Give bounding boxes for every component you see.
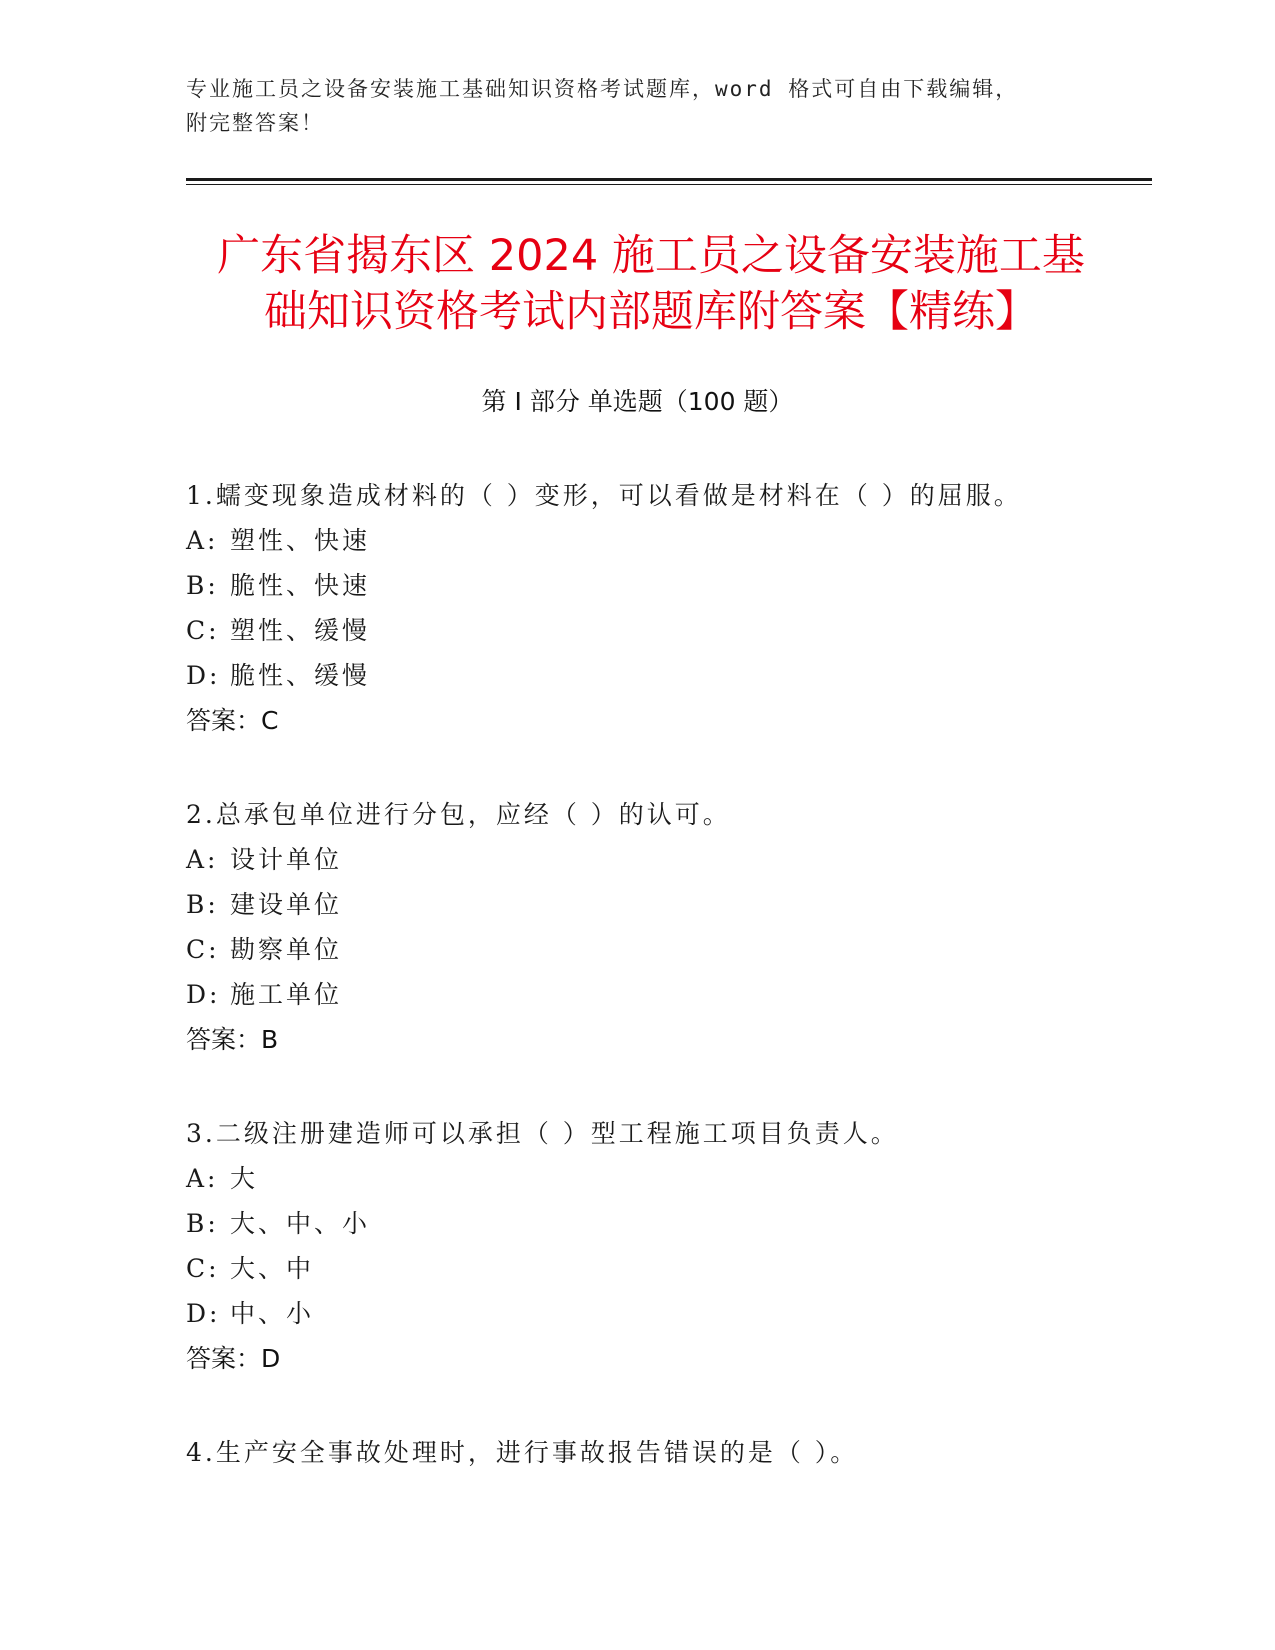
option-d — [186, 972, 1146, 1017]
question-2 — [186, 792, 1146, 1063]
header-divider-thick — [186, 178, 1152, 181]
option-d — [186, 1291, 1146, 1336]
option-a — [186, 518, 1146, 563]
document-title — [186, 228, 1116, 340]
option-c — [186, 927, 1146, 972]
question-stem: 4.生产安全事故处理时，进行事故报告错误的是（ ）。 — [186, 1438, 859, 1467]
option-key: C: — [186, 935, 220, 964]
option-text: 大、中、小 — [230, 1209, 371, 1238]
option-key: B: — [186, 571, 219, 600]
answer-label: 答案： — [186, 1344, 262, 1373]
option-text: 勘察单位 — [230, 935, 343, 964]
option-key: A: — [186, 845, 219, 874]
answer-line — [186, 1017, 1146, 1063]
option-key: C: — [186, 1254, 220, 1283]
option-b — [186, 1201, 1146, 1246]
section-heading: 第 I 部分 单选题（100 题） — [481, 387, 794, 416]
answer-line — [186, 698, 1146, 744]
option-key: D: — [186, 980, 221, 1009]
option-text: 塑性、缓慢 — [230, 616, 371, 645]
option-text: 脆性、快速 — [230, 571, 371, 600]
question-stem: 1.蠕变现象造成材料的（ ）变形，可以看做是材料在（ ）的屈服。 — [186, 481, 1022, 510]
question-4 — [186, 1430, 1146, 1475]
option-d — [186, 653, 1146, 698]
option-key: A: — [186, 1164, 219, 1193]
option-key: A: — [186, 526, 219, 555]
header-divider-thin — [186, 184, 1152, 185]
header-note — [186, 72, 1086, 140]
option-text: 设计单位 — [230, 845, 343, 874]
option-text: 建设单位 — [230, 890, 343, 919]
question-3 — [186, 1111, 1146, 1382]
question-stem: 3.二级注册建造师可以承担（ ）型工程施工项目负责人。 — [186, 1119, 899, 1148]
question-list — [186, 473, 1146, 1523]
document-title-line-2: 础知识资格考试内部题库附答案【精练】 — [264, 287, 1038, 337]
option-c — [186, 1246, 1146, 1291]
option-b — [186, 882, 1146, 927]
header-note-line-1: 专业施工员之设备安装施工基础知识资格考试题库，word 格式可自由下载编辑， — [186, 77, 1019, 101]
option-key: D: — [186, 1299, 221, 1328]
option-text: 施工单位 — [230, 980, 343, 1009]
option-key: D: — [186, 661, 221, 690]
option-text: 中、小 — [230, 1299, 315, 1328]
answer-value: D — [261, 1344, 281, 1373]
option-text: 塑性、快速 — [230, 526, 371, 555]
question-1 — [186, 473, 1146, 744]
answer-value: B — [261, 1025, 279, 1054]
answer-label: 答案： — [186, 706, 262, 735]
option-text: 脆性、缓慢 — [230, 661, 371, 690]
answer-label: 答案： — [186, 1025, 262, 1054]
option-a — [186, 837, 1146, 882]
option-text: 大 — [230, 1164, 259, 1193]
question-stem: 2.总承包单位进行分包，应经（ ）的认可。 — [186, 800, 731, 829]
document-title-line-1: 广东省揭东区 2024 施工员之设备安装施工基 — [217, 231, 1085, 281]
option-key: B: — [186, 890, 219, 919]
option-text: 大、中 — [230, 1254, 315, 1283]
option-key: B: — [186, 1209, 219, 1238]
answer-line — [186, 1336, 1146, 1382]
option-key: C: — [186, 616, 220, 645]
option-b — [186, 563, 1146, 608]
answer-value: C — [261, 706, 279, 735]
option-c — [186, 608, 1146, 653]
option-a — [186, 1156, 1146, 1201]
header-note-line-2: 附完整答案！ — [186, 111, 324, 135]
